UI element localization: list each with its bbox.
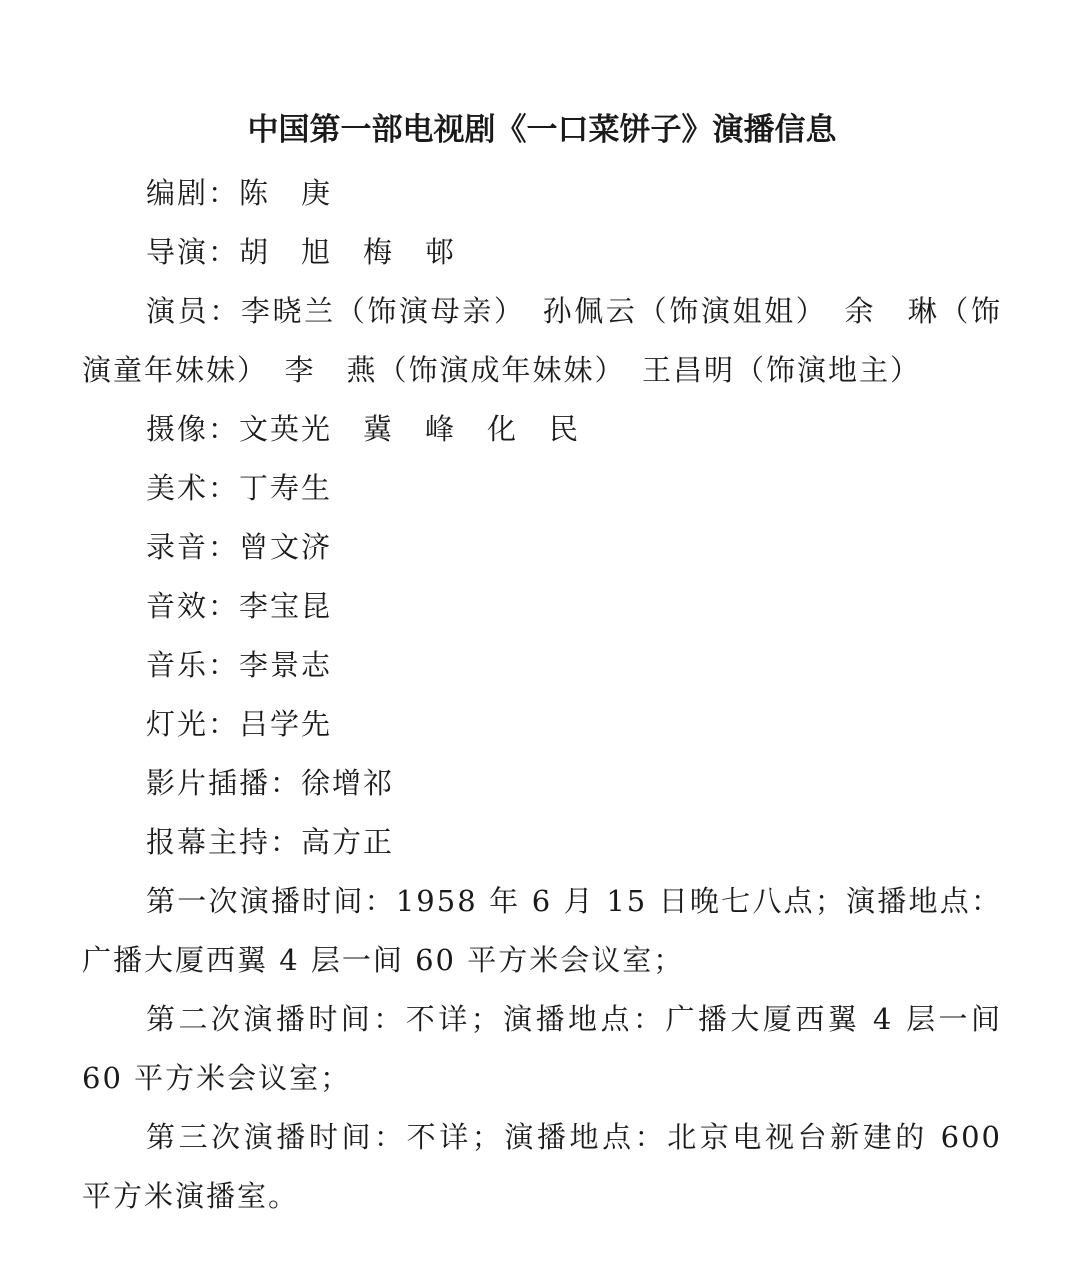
credit-art: 美术：丁寿生 — [146, 471, 333, 505]
credit-director: 导演：胡 旭 梅 邨 — [146, 235, 457, 269]
credit-music: 音乐：李景志 — [146, 648, 333, 682]
credit-cast: 演员：李晓兰（饰演母亲） 孙佩云（饰演姐姐） 余 琳（饰演童年妹妹） 李 燕（饰演成年妹妹） 王昌明（饰演地主） — [82, 294, 1002, 387]
credit-camera: 摄像：文英光 冀 峰 化 民 — [146, 412, 581, 446]
document-title: 中国第一部电视剧《一口菜饼子》演播信息 — [247, 112, 837, 148]
broadcast-second: 第二次演播时间：不详；演播地点：广播大厦西翼 4 层一间 60 平方米会议室； — [82, 1002, 1014, 1095]
credit-host: 报幕主持：高方正 — [146, 825, 395, 859]
credit-screenwriter: 编剧：陈 庚 — [146, 176, 333, 210]
credit-recording: 录音：曾文济 — [146, 530, 333, 564]
credit-sound-effects: 音效：李宝昆 — [146, 589, 333, 623]
credit-film-insert: 影片插播：徐增祁 — [146, 766, 395, 800]
broadcast-third: 第三次演播时间：不详；演播地点：北京电视台新建的 600 平方米演播室。 — [82, 1120, 1014, 1213]
broadcast-first: 第一次演播时间：1958 年 6 月 15 日晚七八点；演播地点：广播大厦西翼 4 层一间 60 平方米会议室； — [82, 884, 1002, 977]
credit-lighting: 灯光：吕学先 — [146, 707, 333, 741]
